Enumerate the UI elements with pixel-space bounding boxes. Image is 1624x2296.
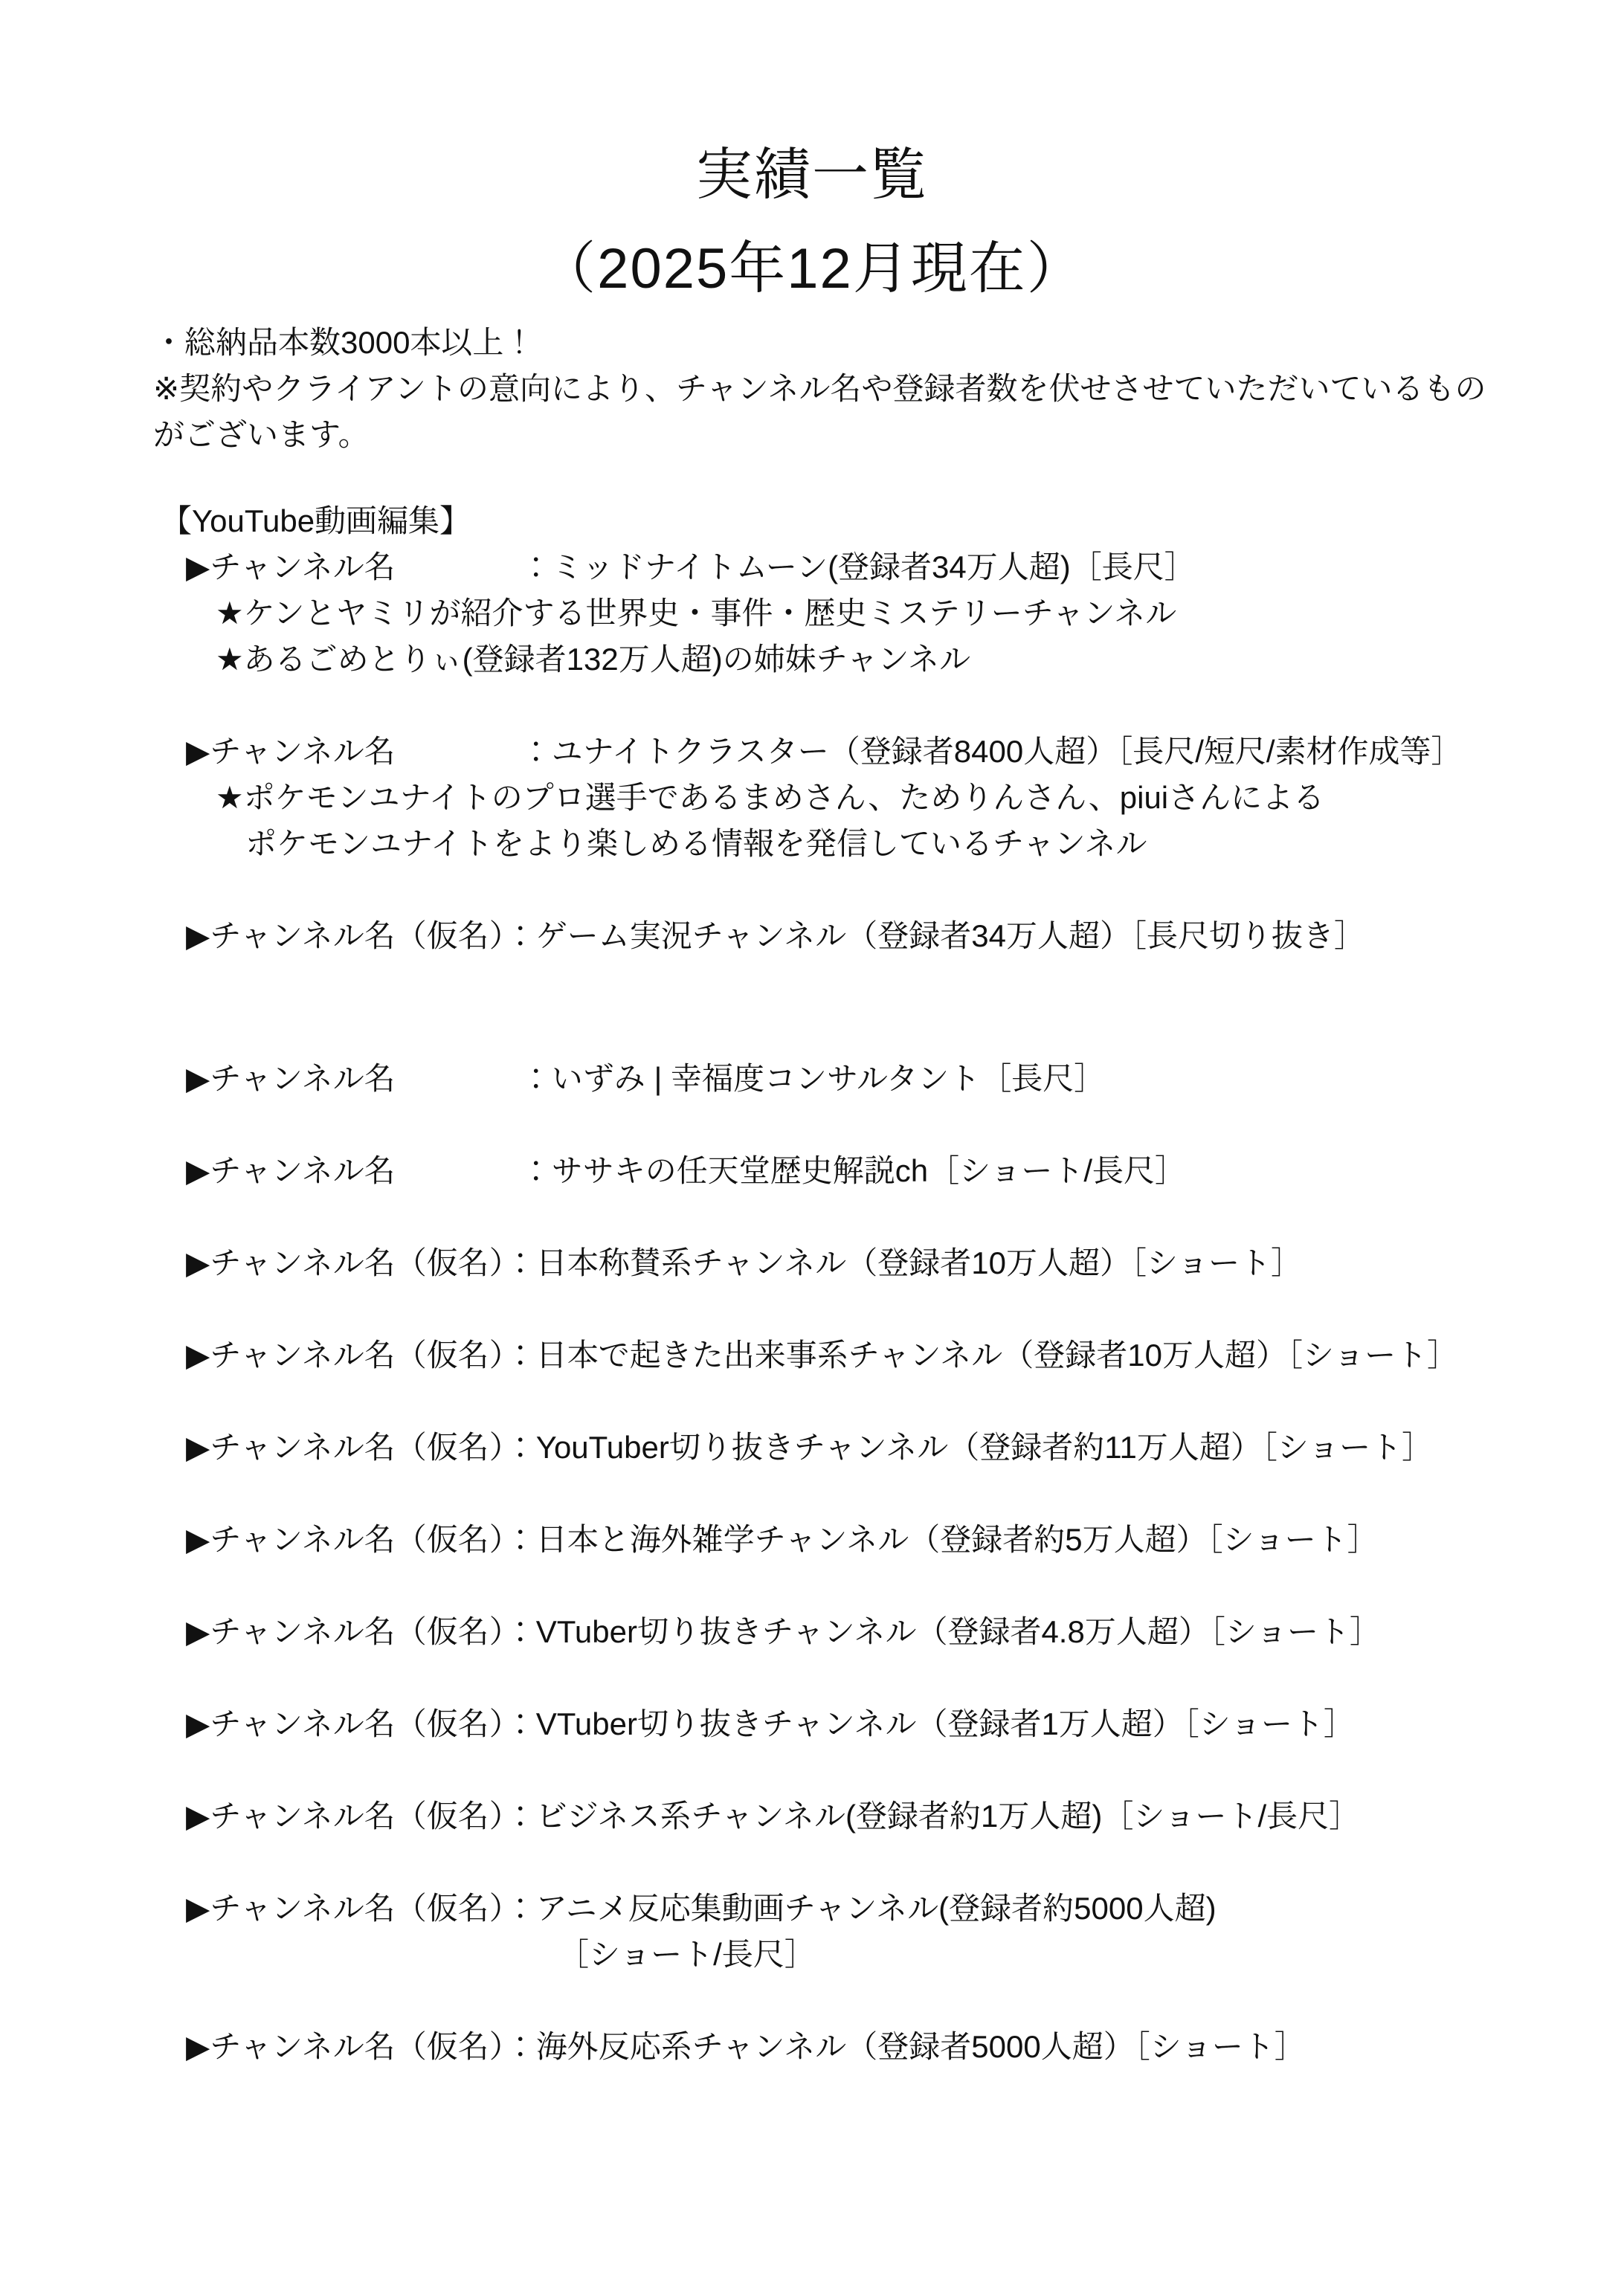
channel-main-text: チャンネル名 ：いずみ | 幸福度コンサルタント［長尺］ [210, 1061, 1106, 1096]
channel-entry [0, 913, 1624, 959]
star-icon: ★ [216, 596, 244, 631]
channel-main-text: チャンネル名 ：ユナイトクラスター（登録者8400人超）［長尺/短尺/素材作成等］ [210, 734, 1463, 769]
channel-main-line [186, 1148, 1624, 1194]
intro-disclaimer-line1: ※契約やクライアントの意向により、チャンネル名や登録者数を伏せさせていただいているもの [153, 371, 1486, 406]
channel-entry [0, 1332, 1624, 1378]
channel-main-line [186, 729, 1624, 775]
channel-main-line [186, 1793, 1624, 1839]
channel-entry [0, 1701, 1624, 1747]
channel-note-line [186, 1932, 1624, 1978]
channel-note-text: ［ショート/長尺］ [558, 1937, 816, 1972]
channel-main-text: チャンネル名（仮名）：ゲーム実況チャンネル（登録者34万人超）［長尺切り抜き］ [210, 918, 1365, 953]
channel-note-line [186, 636, 1624, 683]
triangle-bullet-icon: ▶ [186, 549, 210, 584]
channel-main-line [186, 1886, 1624, 1932]
channel-entry [0, 544, 1624, 683]
channel-main-text: チャンネル名（仮名）：ビジネス系チャンネル(登録者約1万人超)［ショート/長尺］ [210, 1799, 1361, 1834]
triangle-bullet-icon: ▶ [186, 1430, 210, 1465]
channel-main-text: チャンネル名 ：ミッドナイトムーン(登録者34万人超)［長尺］ [210, 549, 1196, 584]
channel-note-text: ケンとヤミリが紹介する世界史・事件・歴史ミステリーチャンネル [243, 596, 1177, 631]
channel-entry [0, 1517, 1624, 1563]
triangle-bullet-icon: ▶ [186, 918, 210, 953]
channel-main-line [186, 2024, 1624, 2070]
channel-entry [0, 1240, 1624, 1286]
channel-main-line [186, 1332, 1624, 1378]
triangle-bullet-icon: ▶ [186, 1522, 210, 1557]
page-subtitle: （2025年12月現在） [539, 237, 1085, 300]
channel-main-line [186, 1056, 1624, 1102]
star-icon: ★ [216, 780, 244, 815]
channel-note-line [186, 821, 1624, 867]
triangle-bullet-icon: ▶ [186, 1245, 210, 1280]
channel-note-text: あるごめとりぃ(登録者132万人超)の姉妹チャンネル [243, 642, 971, 677]
triangle-bullet-icon: ▶ [186, 1799, 210, 1834]
channel-entry [0, 1056, 1624, 1102]
intro-notes [0, 320, 1624, 458]
triangle-bullet-icon: ▶ [186, 734, 210, 769]
channel-entry [0, 1886, 1624, 1978]
channel-entry [0, 1425, 1624, 1471]
channel-main-text: チャンネル名（仮名）：VTuber切り抜きチャンネル（登録者4.8万人超）［ショート］ [210, 1614, 1381, 1649]
triangle-bullet-icon: ▶ [186, 1061, 210, 1096]
channel-main-text: チャンネル名（仮名）：アニメ反応集動画チャンネル(登録者約5000人超) [210, 1891, 1217, 1926]
channel-note-text: ポケモンユナイトのプロ選手であるまめさん、ためりんさん、piuiさんによる [243, 780, 1325, 815]
channel-main-text: チャンネル名（仮名）：日本称賛系チャンネル（登録者10万人超）［ショート］ [210, 1245, 1303, 1280]
triangle-bullet-icon: ▶ [186, 1338, 210, 1373]
channel-main-line [186, 913, 1624, 959]
triangle-bullet-icon: ▶ [186, 1614, 210, 1649]
channel-entry [0, 1793, 1624, 1839]
channel-entry [0, 2024, 1624, 2070]
channel-note-line [186, 775, 1624, 821]
triangle-bullet-icon: ▶ [186, 1706, 210, 1741]
channel-main-text: チャンネル名（仮名）：日本で起きた出来事系チャンネル（登録者10万人超）［ショート］ [210, 1338, 1459, 1373]
channel-main-line [186, 1701, 1624, 1747]
channel-main-line [186, 1240, 1624, 1286]
star-icon: ★ [216, 642, 244, 677]
section-header: 【YouTube動画編集】 [161, 503, 471, 538]
channel-main-line [186, 1609, 1624, 1655]
channel-main-text: チャンネル名（仮名）：日本と海外雑学チャンネル（登録者約5万人超）［ショート］ [210, 1522, 1379, 1557]
channel-main-line [186, 1425, 1624, 1471]
channel-main-text: チャンネル名（仮名）：海外反応系チャンネル（登録者5000人超）［ショート］ [210, 2029, 1306, 2064]
channel-main-line [186, 1517, 1624, 1563]
channel-main-text: チャンネル名 ：ササキの任天堂歴史解説ch［ショート/長尺］ [210, 1153, 1186, 1188]
channel-note-text: ポケモンユナイトをより楽しめる情報を発信しているチャンネル [245, 826, 1147, 861]
channel-main-line [186, 544, 1624, 590]
intro-disclaimer-line2: がございます。 [153, 417, 370, 452]
triangle-bullet-icon: ▶ [186, 1891, 210, 1926]
channel-note-line [186, 590, 1624, 636]
channel-entry [0, 729, 1624, 867]
triangle-bullet-icon: ▶ [186, 1153, 210, 1188]
triangle-bullet-icon: ▶ [186, 2029, 210, 2064]
intro-total-count: ・総納品本数3000本以上！ [153, 325, 535, 360]
channel-entry [0, 1148, 1624, 1194]
channel-main-text: チャンネル名（仮名）：YouTuber切り抜きチャンネル（登録者約11万人超）［ショート］ [210, 1430, 1434, 1465]
page-title: 実績一覧 [696, 144, 928, 207]
channel-main-text: チャンネル名（仮名）：VTuber切り抜きチャンネル（登録者1万人超）［ショート］ [210, 1706, 1355, 1741]
channel-entry [0, 1609, 1624, 1655]
